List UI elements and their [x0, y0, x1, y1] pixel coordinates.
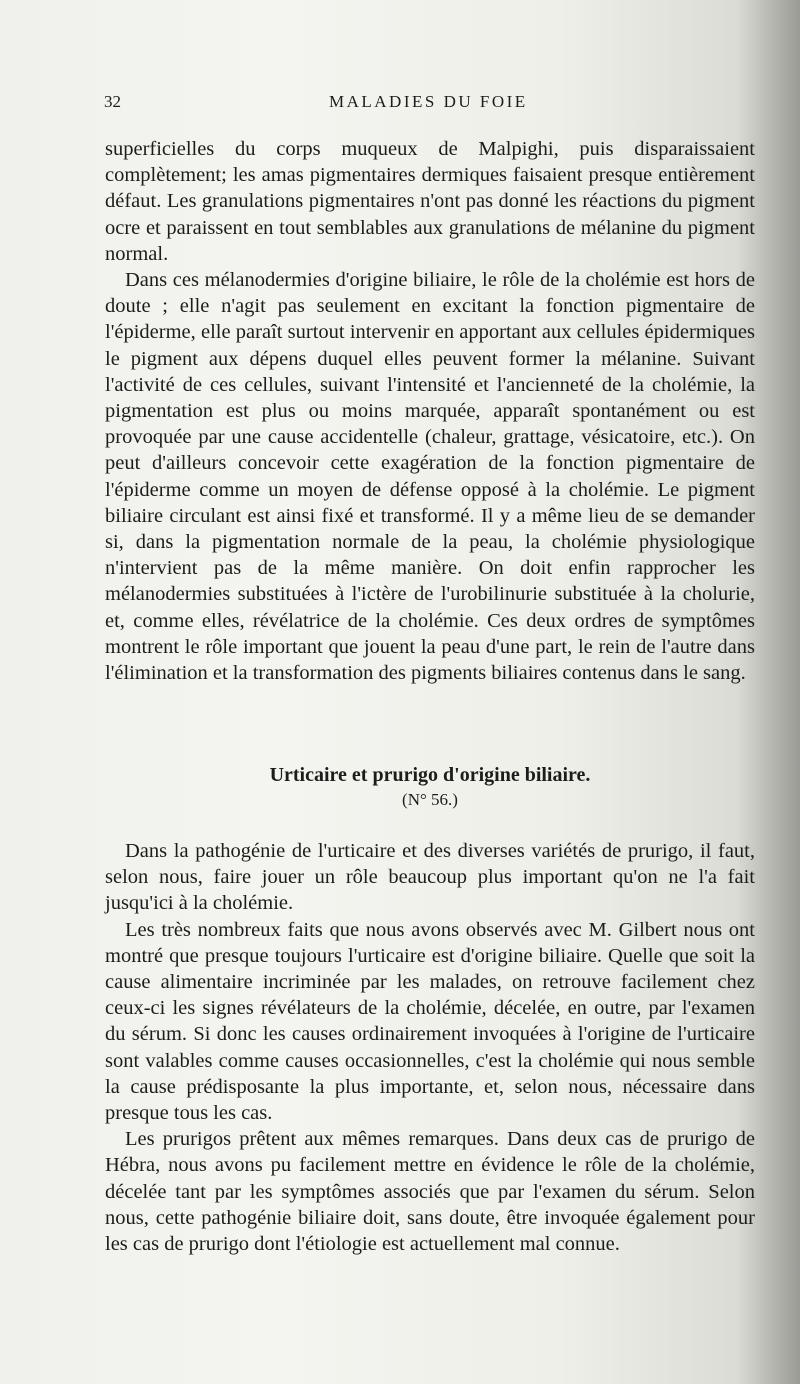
- text-block-urticaire: [105, 838, 755, 1257]
- page-number: 32: [104, 92, 121, 111]
- page-header: [104, 92, 754, 122]
- paragraph: Les prurigos prêtent aux mêmes remarques. Dans deux cas de prurigo de Hébra, nous avons pu facilement mettre en évidence le rôle de la cholémie, décelée tant par les symptômes associés que par l'examen du sérum. Selon nous, cette pathogénie biliaire doit, sans doute, être invoquée également pour les cas de prurigo dont l'étiologie est actuellement mal connue.: [105, 1128, 755, 1256]
- paragraph: Dans la pathogénie de l'urticaire et des diverses variétés de prurigo, il faut, selon nous, faire jouer un rôle beaucoup plus important qu'on ne l'a fait jusqu'ici à la cholémie.: [105, 840, 755, 915]
- paragraph: superficielles du corps muqueux de Malpighi, puis disparaissaient complètement; les amas pigmentaires dermiques faisaient presque entièrement défaut. Les granulations pigmentaires n'ont pas donné les réactions du pigment ocre et paraissent en tout semblables aux granulations de mélanine du pigment normal.: [105, 138, 755, 265]
- section-number: (N° 56.): [402, 790, 458, 809]
- section-heading: Urticaire et prurigo d'origine biliaire.: [269, 764, 591, 786]
- running-title: MALADIES DU FOIE: [329, 92, 528, 111]
- paragraph: Dans ces mélanodermies d'origine biliaire, le rôle de la cholémie est hors de doute ; elle n'agit pas seulement en excitant la fonction pigmentaire de l'épiderme, elle paraît surtout intervenir en apportant aux cellules épidermiques le pigment aux dépens duquel elles peuvent former la mélanine. Suivant l'activité de ces cellules, suivant l'intensité et l'ancienneté de la cholémie, la pigmentation est plus ou moins marquée, apparaît spontanément ou est provoquée par une cause accidentelle (chaleur, grattage, vésicatoire, etc.). On peut d'ailleurs concevoir cette exagération de la fonction pigmentaire de l'épiderme comme un moyen de défense opposé à la cholémie. Le pigment biliaire circulant est ainsi fixé et transformé. Il y a même lieu de se demander si, dans la pigmentation normale de la peau, la cholémie physiologique n'intervient pas de la même manière. On doit enfin rapprocher les mélanodermies substituées à l'ictère de l'urobilinurie substituée à la cholurie, et, comme elles, révélatrice de la cholémie. Ces deux ordres de symptômes montrent le rôle important que jouent la peau d'une part, le rein de l'autre dans l'élimination et la transformation des pigments biliaires contenus dans le sang.: [105, 269, 755, 685]
- text-block-mélanodermies: [105, 136, 755, 686]
- paragraph: Les très nombreux faits que nous avons observés avec M. Gilbert nous ont montré que presque toujours l'urticaire est d'origine biliaire. Quelle que soit la cause alimentaire incriminée par les malades, on retrouve facilement chez ceux-ci les signes révélateurs de la cholémie, décelée, en outre, par l'examen du sérum. Si donc les causes ordinairement invoquées à l'origine de l'urticaire sont valables comme causes occasionnelles, c'est la cholémie qui nous semble la cause prédisposante la plus importante, et, selon nous, nécessaire dans presque tous les cas.: [105, 918, 755, 1125]
